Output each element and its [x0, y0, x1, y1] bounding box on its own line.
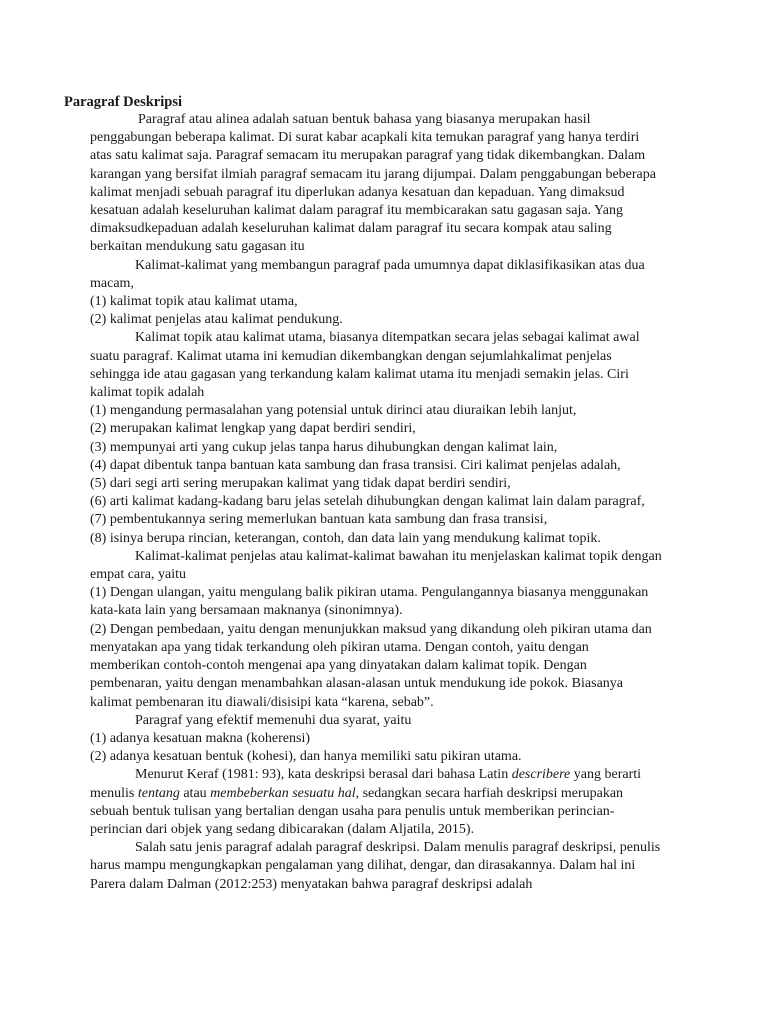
- list-item: (2) Dengan pembedaan, yaitu dengan menunjukkan maksud yang dikandung oleh pikiran utama dan menyatakan apa yang tidak terkandung oleh pikiran utama. Dengan contoh, yaitu dengan memberikan contoh-contoh mengenai apa yang dinyatakan dalam kalimat topik. Dengan pembenaran, yaitu dengan menambahkan alasan-alasan untuk mendukung ide pokok. Biasanya kalimat pembenaran itu diawali/disisipi kata “karena, sebab”.: [90, 621, 652, 710]
- document-title: Paragraf Deskripsi: [64, 94, 182, 110]
- list-item: (1) adanya kesatuan makna (koherensi): [90, 730, 311, 746]
- list-item: (1) Dengan ulangan, yaitu mengulang balik pikiran utama. Pengulangannya biasanya menggunakan kata-kata lain yang bersamaan maknanya (sinonimnya).: [90, 585, 649, 619]
- list-item: (2) adanya kesatuan bentuk (kohesi), dan hanya memiliki satu pikiran utama.: [90, 749, 522, 765]
- paragraph-classification: Kalimat-kalimat yang membangun paragraf pada umumnya dapat diklasifikasikan atas dua macam,: [90, 257, 645, 291]
- paragraph-topic-sentence: Kalimat topik atau kalimat utama, biasanya ditempatkan secara jelas sebagai kalimat awal suatu paragraf. Kalimat utama ini kemudian dikembangkan dengan sejumlahkalimat penjelas sehingga ide atau gagasan yang terkandung kalam kalimat utama itu menjadi semakin jelas. Ciri kalimat topik adalah: [90, 330, 640, 401]
- list-item: (6) arti kalimat kadang-kadang baru jelas setelah dihubungkan dengan kalimat lain dalam paragraf,: [90, 494, 645, 510]
- list-item: (2) merupakan kalimat lengkap yang dapat berdiri sendiri,: [90, 421, 416, 437]
- list-item: (4) dapat dibentuk tanpa bantuan kata sambung dan frasa transisi. Ciri kalimat penjelas adalah,: [90, 457, 621, 473]
- text-run: yang berarti menulis: [90, 767, 642, 801]
- paragraph-keraf-definition: [90, 766, 662, 839]
- text-run: , sedangkan secara harfiah deskripsi merupakan sebuah bentuk tulisan yang bertalian dengan usaha para penulis untuk memberikan perincian-perincian dari objek yang sedang dibicarakan (dalam Aljatila, 2015).: [90, 785, 624, 837]
- text-run: atau: [179, 785, 211, 801]
- italic-term: membeberkan sesuatu hal: [210, 785, 356, 801]
- list-item: (7) pembentukannya sering memerlukan bantuan kata sambung dan frasa transisi,: [90, 512, 548, 528]
- document-body: [90, 111, 662, 894]
- paragraph-effective-conditions: Paragraf yang efektif memenuhi dua syarat, yaitu: [135, 712, 412, 728]
- list-item: (8) isinya berupa rincian, keterangan, contoh, dan data lain yang mendukung kalimat topik.: [90, 530, 601, 546]
- text-run: Menurut Keraf (1981: 93), kata deskripsi berasal dari bahasa Latin: [135, 767, 512, 783]
- italic-term: describere: [511, 767, 571, 783]
- list-item: (3) mempunyai arti yang cukup jelas tanpa harus dihubungkan dengan kalimat lain,: [90, 439, 558, 455]
- paragraph-definition: Paragraf atau alinea adalah satuan bentuk bahasa yang biasanya merupakan hasil penggabungan beberapa kalimat. Di surat kabar acapkali kita temukan paragraf yang hanya terdiri atas satu kalimat saja. Paragraf semacam itu merupakan paragraf yang tidak dikembangkan. Dalam karangan yang bersifat ilmiah paragraf semacam itu jarang dijumpai. Dalam penggabungan beberapa kalimat menjadi sebuah paragraf itu diperlukan adanya kesatuan dan kepaduan. Yang dimaksud kesatuan adalah keseluruhan kalimat dalam paragraf itu membicarakan satu gagasan saja. Yang dimaksudkepaduan adalah keseluruhan kalimat dalam paragraf itu secara kompak atau saling berkaitan mendukung satu gagasan itu: [90, 112, 656, 255]
- list-item: (2) kalimat penjelas atau kalimat pendukung.: [90, 312, 343, 328]
- list-item: (1) kalimat topik atau kalimat utama,: [90, 294, 298, 310]
- list-item: (1) mengandung permasalahan yang potensial untuk dirinci atau diuraikan lebih lanjut,: [90, 403, 577, 419]
- paragraph-supporting-sentences: Kalimat-kalimat penjelas atau kalimat-kalimat bawahan itu menjelaskan kalimat topik dengan empat cara, yaitu: [90, 548, 662, 583]
- paragraph-description-type: Salah satu jenis paragraf adalah paragraf deskripsi. Dalam menulis paragraf deskripsi, penulis harus mampu mengungkapkan pengalaman yang dilihat, dengar, dan dirasakannya. Dalam hal ini Parera dalam Dalman (2012:253) menyatakan bahwa paragraf deskripsi adalah: [90, 840, 661, 892]
- list-item: (5) dari segi arti sering merupakan kalimat yang tidak dapat berdiri sendiri,: [90, 476, 511, 492]
- italic-term: tentang: [137, 785, 180, 801]
